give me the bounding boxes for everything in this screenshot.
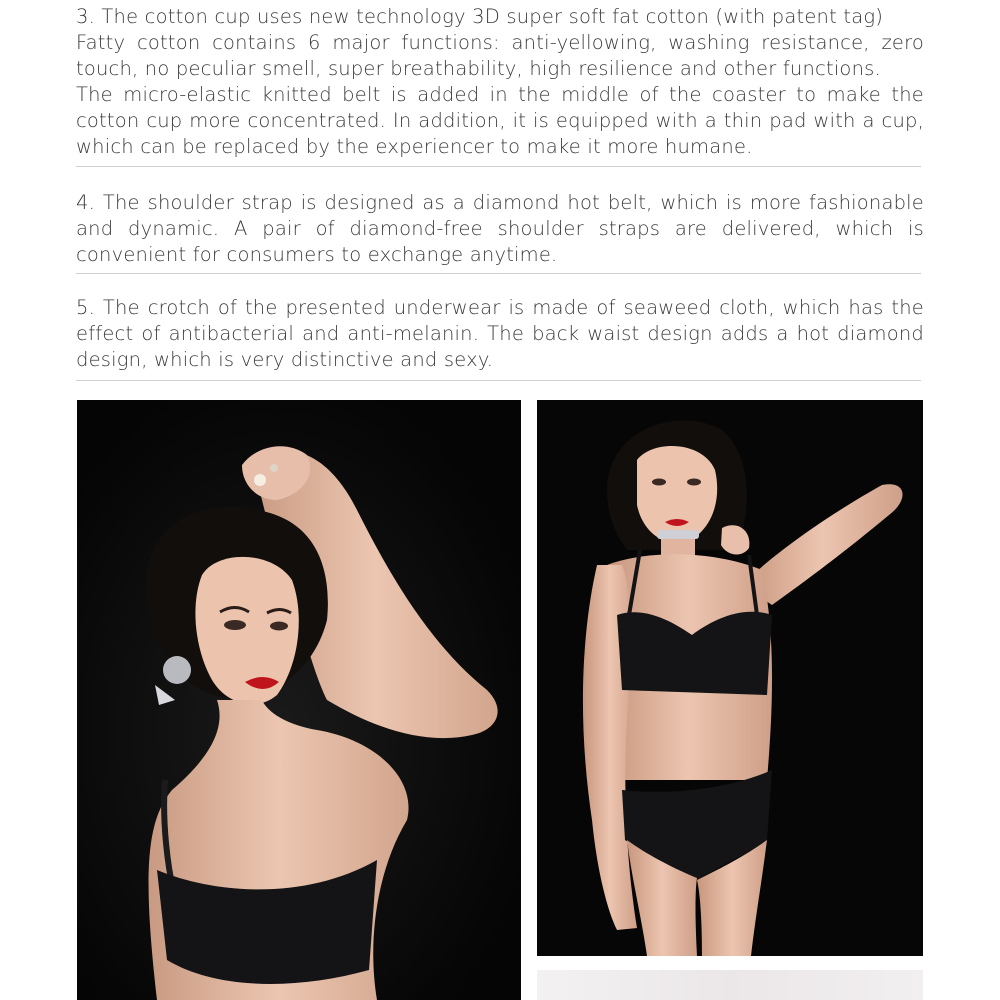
- model-front-view-illustration: [537, 400, 923, 956]
- model-back-view-photo: [77, 400, 521, 1000]
- divider-1: [76, 166, 921, 167]
- divider-3: [76, 380, 921, 381]
- section-3-belt-description: The micro-elastic knitted belt is added in the middle of the coaster to make the cotton cup more concentrated. In addition, it is equipped with a thin pad with a cup, which can be replaced by the experiencer to make it more humane.: [76, 83, 924, 158]
- next-photo-strip: [537, 970, 923, 1000]
- section-3-functions: Fatty cotton contains 6 major functions: anti-yellowing, washing resistance, zero touch, no peculiar smell, super breathability, high resilience and other functions.: [76, 31, 924, 80]
- section-4-text: [76, 190, 924, 268]
- section-4-strap-description: 4. The shoulder strap is designed as a diamond hot belt, which is more fashionable and dynamic. A pair of diamond-free shoulder straps are delivered, which is convenient for consumers to exchange anytime.: [76, 191, 924, 266]
- section-5-text: [76, 295, 924, 373]
- section-3-text: [76, 4, 924, 160]
- model-front-view-photo: [537, 400, 923, 956]
- section-5-crotch-description: 5. The crotch of the presented underwear is made of seaweed cloth, which has the effect of antibacterial and anti-melanin. The back waist design adds a hot diamond design, which is very distinctive and sexy.: [76, 296, 924, 371]
- divider-2: [76, 273, 921, 274]
- section-3-heading: 3. The cotton cup uses new technology 3D super soft fat cotton (with patent tag): [76, 5, 884, 28]
- model-back-view-illustration: [77, 400, 521, 1000]
